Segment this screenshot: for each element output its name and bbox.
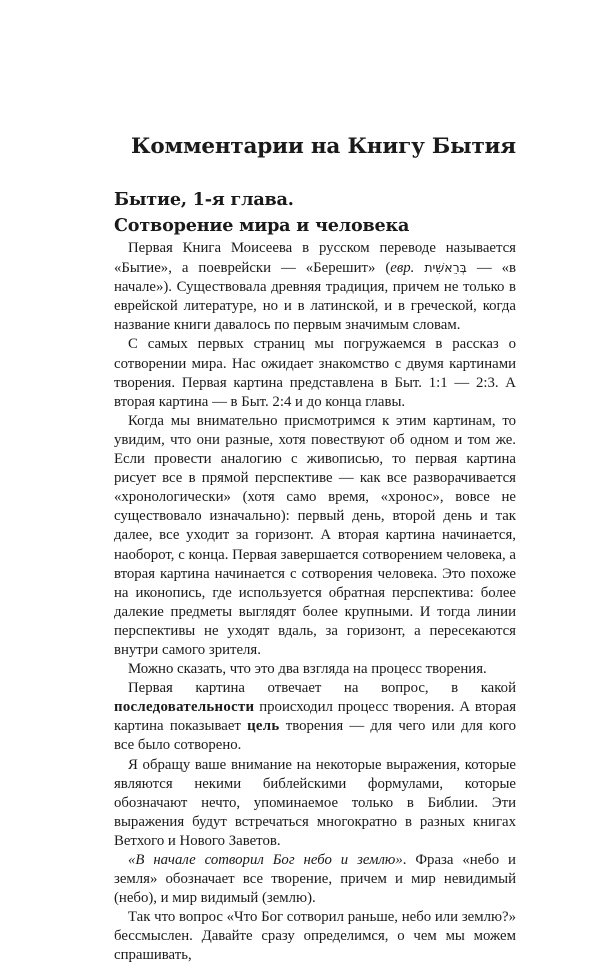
paragraph-4: Можно сказать, что это два взгляда на процесс творения. (128, 661, 487, 678)
paragraph-1 (114, 239, 516, 335)
scripture-quote: «В начале сотворил Бог небо и землю» (128, 852, 403, 868)
paragraph-7-text: . Фраза «небо и земля» обозначает все творение, причем и мир невидимый (небо), и мир видимый (землю). (114, 852, 516, 907)
section-title-line-1: Бытие, 1-я глава. (114, 189, 294, 210)
hebrew-word: בְּרֵאשִׁית (424, 260, 467, 276)
paragraph-5-text-c: творения — для чего или для кого все было сотворено. (114, 718, 516, 754)
paragraph-5-text-b: происходил процесс творения. А вторая картина показывает (114, 699, 516, 735)
paragraph-3: Когда мы внимательно присмотримся к этим картинам, то увидим, что они разные, хотя повествуют об одном и том же. Если провести аналогию с живописью, то первая картина рисует все в прямой перспективе — как все разворачивается «хронологически» (хотя само время, «хронос», вовсе не существовало изначально): первый день, второй день и так далее, все уходит за горизонт. А вторая картина начинается, наоборот, с конца. Первая завершается сотворением человека, а вторая картина начинается с сотворения человека. Это похоже на иконопись, где используется обратная перспектива: более далекие предметы выглядят более крупными. И тогда линии перспективы не уходят вдаль, за горизонт, а пересекаются внутри самого зрителя. (114, 412, 516, 658)
section-title-line-2: Сотворение мира и человека (114, 215, 410, 236)
paragraph-1-text-a: Первая Книга Моисеева в русском переводе называется «Бытие», а поеврейски — «Берешит» ( (114, 240, 516, 277)
paragraph-6: Я обращу ваше внимание на некоторые выражения, которые являются некими библейскими формулами, которые обозначают нечто, упоминаемое только в Библии. Эти выражения будут встречаться многократно в разных книгах Ветхого и Нового Заветов. (114, 756, 516, 849)
paragraph-7 (114, 851, 516, 908)
hebrew-abbreviation: евр. (390, 260, 415, 277)
paragraph-5-text-a: Первая картина отвечает на вопрос, в какой (128, 680, 516, 697)
paragraph-5 (114, 679, 516, 755)
emphasis-purpose: цель (247, 718, 280, 735)
section-title (114, 187, 409, 239)
paragraph-1-text-b: — «в начале»). Существовала древняя традиция, причем не только в еврейской литературе, но и в латинской, и в греческой, когда название книги давалось по первым значимым словам. (114, 260, 516, 334)
paragraph-8: Так что вопрос «Что Бог сотворил раньше, небо или землю?» бессмыслен. Давайте сразу определимся, о чем мы можем спрашивать, (114, 909, 516, 964)
chapter-title: Комментарии на Книгу Бытия (130, 134, 516, 159)
emphasis-sequence: последовательности (114, 699, 255, 716)
body-text (114, 239, 516, 966)
paragraph-2: С самых первых страниц мы погружаемся в рассказ о сотворении мира. Нас ожидает знакомство с двумя картинами творения. Первая картина представлена в Быт. 1:1 — 2:3. А вторая картина — в Быт. 2:4 и до конца главы. (114, 336, 516, 410)
